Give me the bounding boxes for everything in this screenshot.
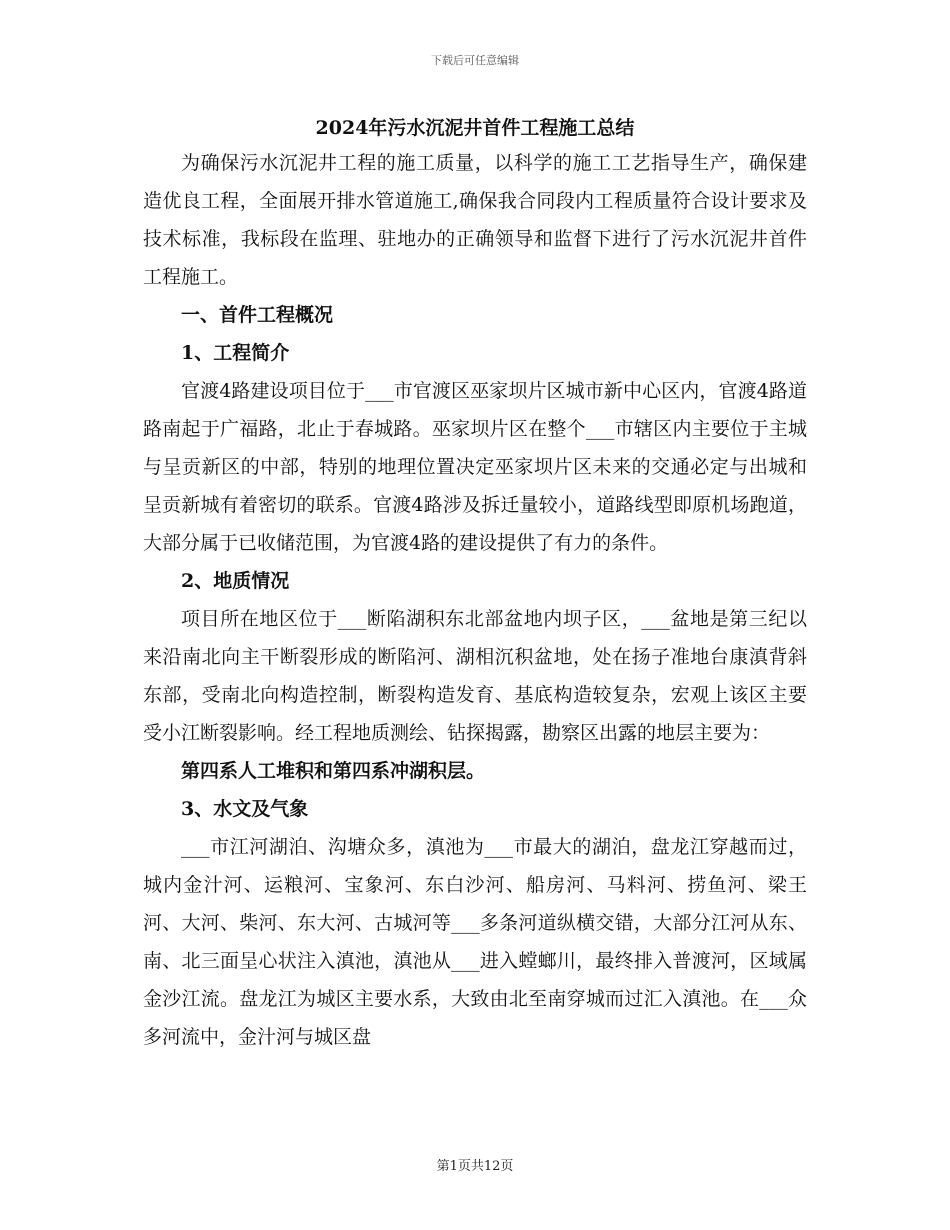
intro-paragraph: 为确保污水沉泥井工程的施工质量，以科学的施工工艺指导生产，确保建造优良工程，全面展开排水管道施工,确保我合同段内工程质量符合设计要求及技术标准，我标段在监理、驻地办的正确领导和监督下进行了污水沉泥井首件工程施工。 [143, 152, 807, 288]
paragraph-hydrology: ___市江河湖泊、沟塘众多，滇池为___市最大的湖泊，盘龙江穿越而过，城内金汁河、运粮河、宝象河、东白沙河、船房河、马料河、捞鱼河、梁王河、大河、柴河、东大河、古城河等___多条河道纵横交错，大部分江河从东、南、北三面呈心状注入滇池，滇池从___进入螳螂川，最终排入普渡河，区域属金沙江流。盘龙江为城区主要水系，大致由北至南穿城而过汇入滇池。在___众多河流中，金汁河与城区盘 [143, 836, 807, 1048]
paragraph-geology: 项目所在地区位于___断陷湖积东北部盆地内坝子区，___盆地是第三纪以来沿南北向主干断裂形成的断陷河、湖相沉积盆地，处在扬子准地台康滇背斜东部，受南北向构造控制，断裂构造发育、基底构造较复杂，宏观上该区主要受小江断裂影响。经工程地质测绘、钻探揭露，勘察区出露的地层主要为： [143, 608, 807, 744]
subheading-hydrology: 3、水文及气象 [181, 798, 309, 820]
page-header-note: 下载后可任意编辑 [431, 54, 519, 67]
page-number-footer: 第1页共12页 [436, 1159, 514, 1174]
document-body [143, 144, 807, 1056]
section-heading-overview: 一、首件工程概况 [181, 304, 334, 326]
subheading-project-intro: 1、工程简介 [181, 342, 290, 364]
paragraph-strata-bold: 第四系人工堆积和第四系冲湖积层。 [181, 760, 486, 782]
document-title: 2024年污水沉泥井首件工程施工总结 [315, 117, 635, 139]
paragraph-project-intro: 官渡4路建设项目位于___市官渡区巫家坝片区城市新中心区内，官渡4路道路南起于广福路，北止于春城路。巫家坝片区在整个___市辖区内主要位于主城与呈贡新区的中部，特别的地理位置决定巫家坝片区未来的交通必定与出城和呈贡新城有着密切的联系。官渡4路涉及拆迁量较小，道路线型即原机场跑道，大部分属于已收储范围，为官渡4路的建设提供了有力的条件。 [143, 380, 807, 554]
subheading-geology: 2、地质情况 [181, 570, 290, 592]
